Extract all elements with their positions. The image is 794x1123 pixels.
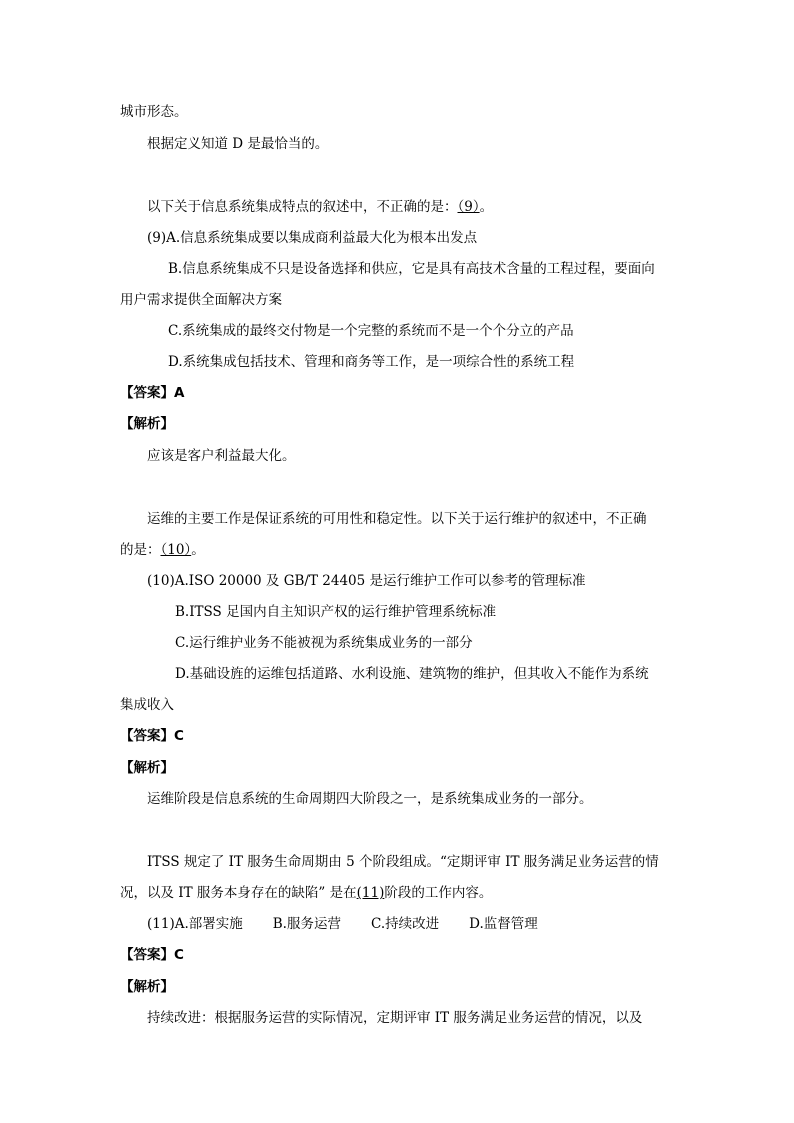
question-9-option-a: (9)A.信息系统集成要以集成商利益最大化为根本出发点 [147,230,478,246]
question-11-option-c: C.持续改进 [370,916,440,932]
question-10-answer: 【答案】C [120,728,184,744]
blank: (11) [356,885,385,901]
question-11-option-d: D.监督管理 [469,916,538,932]
stem-text: 况，以及 IT 服务本身存在的缺陷” 是在 [120,885,357,901]
question-9-answer: 【答案】A [120,385,185,401]
question-10-stem: 运维的主要工作是保证系统的可用性和稳定性。以下关于运行维护的叙述中，不正确 [147,511,647,527]
blank: （9） [457,199,480,215]
question-9-option-d: D.系统集成包括技术、管理和商务等工作，是一项综合性的系统工程 [168,354,575,370]
question-9-option-b: B.信息系统集成不只是设备选择和供应，它是具有高技术含量的工程过程，要面向 [168,261,655,277]
stem-end: 。 [191,542,205,558]
stem-end: 。 [479,199,494,215]
blank: （10） [160,542,192,558]
question-11-stem-cont [120,883,492,903]
question-11-analysis-text: 持续改进：根据服务运营的实际情况，定期评审 IT 服务满足业务运营的情况，以及 [147,1010,643,1026]
question-11-answer: 【答案】C [120,947,184,963]
text-line: 城市形态。 [120,104,188,120]
question-10-analysis-label: 【解析】 [120,760,174,776]
question-9-analysis-text: 应该是客户利益最大化。 [147,448,296,464]
question-11-stem: ITSS 规定了 IT 服务生命周期由 5 个阶段组成。“定期评审 IT 服务满足业务运营的情 [147,854,659,870]
question-11-analysis-label: 【解析】 [120,979,174,995]
question-11-option-a: (11)A.部署实施 [147,916,243,932]
question-10-option-b: B.ITSS 足国内自主知识产权的运行维护管理系统标准 [175,604,497,620]
question-10-option-c: C.运行维护业务不能被视为系统集成业务的一部分 [175,635,473,651]
stem-text: 的是： [120,542,161,558]
question-10-option-d: D.基础设旌的运维包括道路、水利设施、建筑物的维护，但其收入不能作为系统 [175,666,649,682]
question-11-options [147,914,568,934]
stem-text: 以下关于信息系统集成特点的叙述中，不正确的是： [147,199,458,215]
question-10-option-a: (10)A.ISO 20000 及 GB/T 24405 是运行维护工作可以参考的管理标准 [147,573,586,589]
stem-text-end: 阶段的工作内容。 [384,885,493,901]
question-9-option-b-cont: 用户需求提供全面解决方案 [120,292,282,308]
question-9-analysis-label: 【解析】 [120,416,174,432]
question-9-stem [147,197,493,217]
explanation-line: 根据定义知道 D 是最恰当的。 [147,136,329,152]
question-9-option-c: C.系统集成的最终交付物是一个完整的系统而不是一个个分立的产品 [168,323,574,339]
question-11-option-b: B.服务运营 [272,916,341,932]
question-10-stem-cont [120,540,205,560]
question-10-analysis-text: 运维阶段是信息系统的生命周期四大阶段之一，是系统集成业务的一部分。 [147,791,593,807]
question-10-option-d-cont: 集成收入 [120,697,174,713]
